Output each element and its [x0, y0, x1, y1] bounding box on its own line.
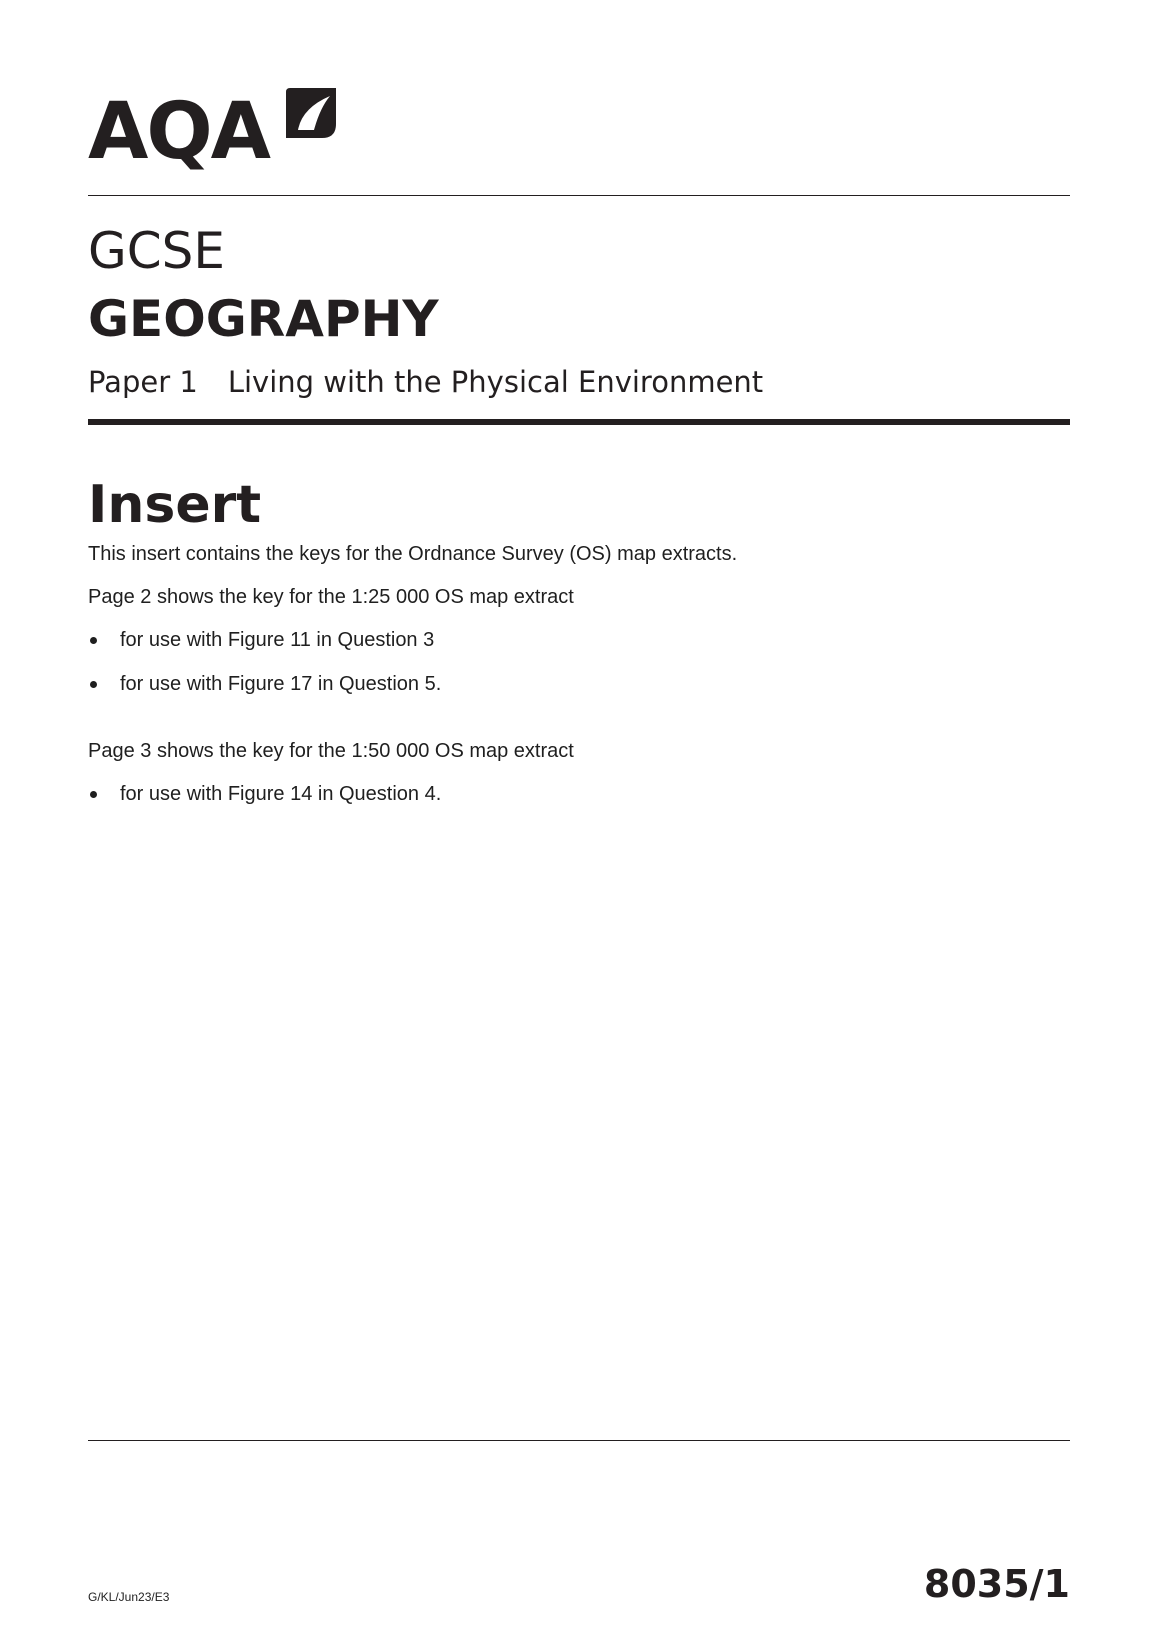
logo-text: AQA: [88, 87, 270, 177]
list-item-text: for use with Figure 11 in Question 3: [120, 629, 435, 651]
subject-title: GEOGRAPHY: [88, 290, 439, 348]
paper-title: Living with the Physical Environment: [227, 365, 764, 399]
paper-number: Paper 1: [88, 365, 198, 399]
leaf-icon: [284, 86, 340, 142]
list-item-text: for use with Figure 14 in Question 4.: [120, 783, 442, 805]
bullet-icon: [90, 791, 97, 798]
paper-line: [88, 364, 763, 400]
header-divider: [88, 195, 1070, 196]
footer-divider: [88, 1440, 1070, 1441]
section-1-text: Page 2 shows the key for the 1:25 000 OS map extract: [88, 586, 574, 608]
title-divider: [88, 419, 1070, 425]
section-2-text: Page 3 shows the key for the 1:50 000 OS map extract: [88, 740, 574, 762]
document-title: Insert: [88, 475, 262, 535]
list-item-text: for use with Figure 17 in Question 5.: [120, 673, 442, 695]
intro-text: This insert contains the keys for the Ordnance Survey (OS) map extracts.: [88, 543, 738, 565]
qualification-title: GCSE: [88, 222, 225, 280]
bullet-icon: [90, 681, 97, 688]
aqa-logo: [88, 86, 348, 178]
document-reference: G/KL/Jun23/E3: [88, 1590, 170, 1604]
paper-code: 8035/1: [923, 1562, 1070, 1606]
bullet-icon: [90, 637, 97, 644]
